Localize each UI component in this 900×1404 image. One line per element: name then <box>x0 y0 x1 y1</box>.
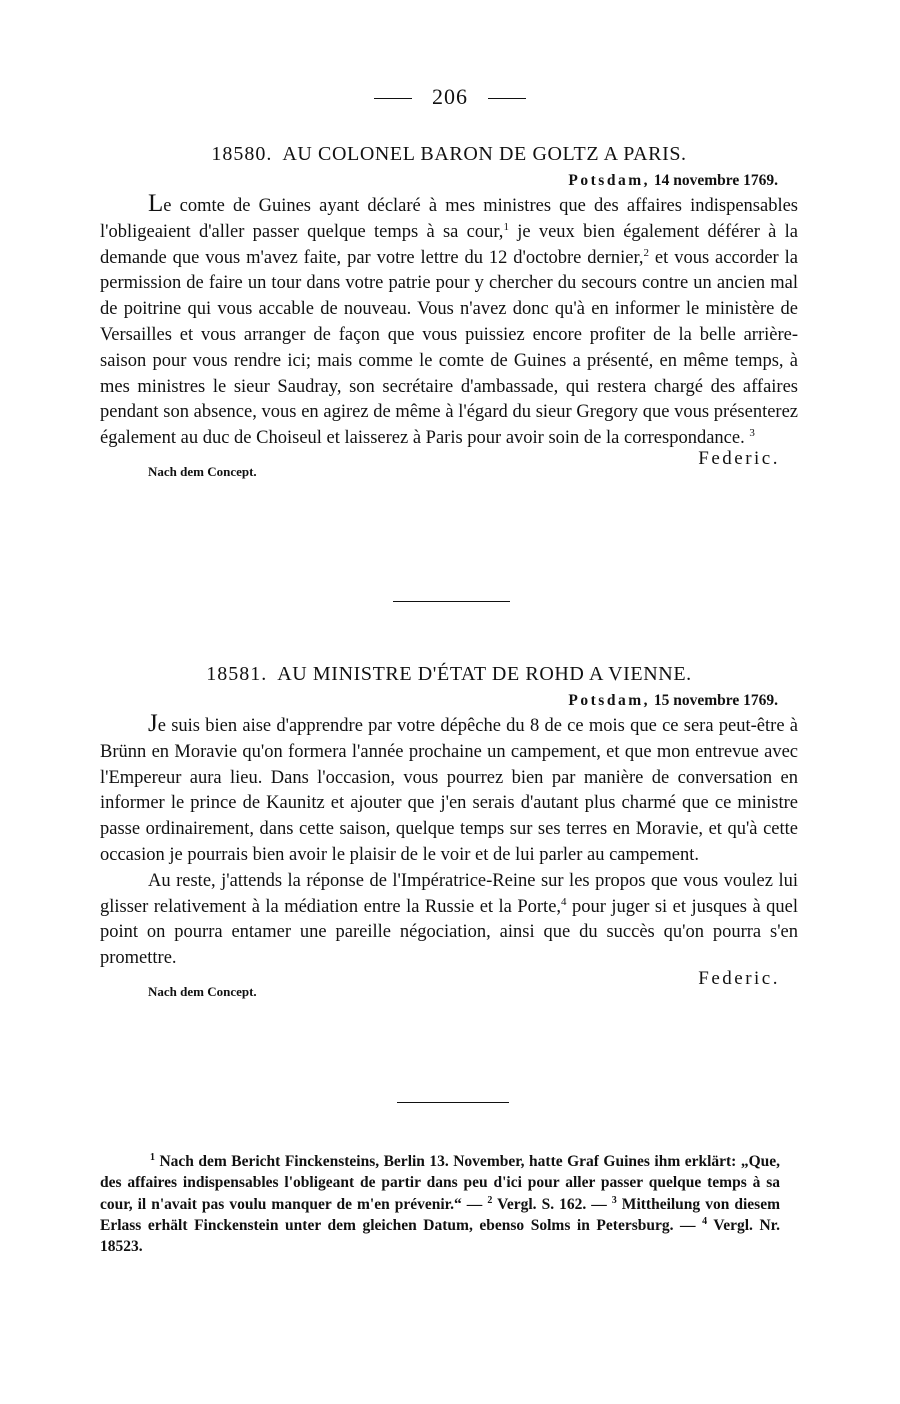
signature: Federic. <box>698 967 780 989</box>
source-note: Nach dem Concept. <box>148 983 257 999</box>
drop-initial: L <box>148 190 164 217</box>
paragraph-text: et vous accorder la permission de faire un tour dans votre patrie pour y chercher du secours contre un ancien mal de poitrine qui vous accable de nouveau. Vous n'avez donc qu'à en informer le ministère de Versailles et vous arranger de façon que vous puissiez encore profiter de la belle arrière-saison pour vous rendre ici; mais comme le comte de Guines a présenté, en même temps, à mes ministres le sieur Saudray, son secrétaire d'ambassade, qui restera chargé des affaires pendant son absence, vous en agirez de même à l'égard du sieur Gregory que vous présenterez également au duc de Choiseul et laisserez à Paris pour avoir soin de la correspondance. <box>100 247 798 449</box>
letter-paragraph <box>100 869 798 972</box>
page-number <box>0 84 900 110</box>
page-number-value: 206 <box>432 84 468 109</box>
letter-dateline <box>100 692 798 710</box>
letter-paragraph <box>100 710 798 869</box>
page-number-dash-left <box>374 98 412 99</box>
footnote-mark: 1 <box>150 1152 155 1163</box>
letter-number: 18580. <box>211 143 273 165</box>
paragraph-text: je veux bien également déférer à la demande que vous m'avez faite, par votre lettre du 12 d'octobre dernier, <box>100 221 798 268</box>
letter-heading <box>100 143 798 166</box>
footnote-mark: 2 <box>487 1194 493 1206</box>
paragraph-text: e suis bien aise d'apprendre par votre dépêche du 8 de ce mois que ce sera peut-être à Brünn en Moravie qu'on formera l'année prochaine un campement, et que mon entrevue avec l'Empereur aura lieu. Dans l'occasion, vous pourrez bien par manière de conversation en informer le prince de Kaunitz et ajouter que j'en serais d'autant plus charmé que ce ministre passe ordinairement, dans cette saison, quelque temps sur ses terres en Moravie, et qu'à cette occasion je pourrais bien avoir le plaisir de le voir et de lui parler au campement. <box>100 716 798 865</box>
letter-date: 15 novembre 1769. <box>653 692 778 709</box>
source-note: Nach dem Concept. <box>148 463 257 479</box>
letter-body <box>100 710 798 972</box>
footnote-mark: 4 <box>702 1215 708 1227</box>
footnote-ref: 1 <box>503 220 509 233</box>
letter-closing <box>100 447 798 482</box>
letter-heading <box>100 663 798 686</box>
footnote-text: Vergl. Nr. 18523. <box>100 1216 780 1256</box>
section-separator <box>397 1102 509 1103</box>
letter-date: 14 novembre 1769. <box>653 172 778 189</box>
letter-number: 18581. <box>206 663 268 685</box>
footnotes <box>100 1151 780 1257</box>
paragraph-text: e comte de Guines ayant déclaré à mes ministres que des affaires indispensables l'obligeaient d'aller passer quelque temps à sa cour, <box>100 196 798 242</box>
paragraph-text: Au reste, j'attends la réponse de l'Impératrice-Reine sur les propos que vous voulez lui glisser relativement à la médiation entre la Russie et la Porte, <box>100 870 798 917</box>
paragraph-text: pour juger si et jusques à quel point on pourra entamer une pareille négociation, ainsi que du succès qu'on pourra s'en promettre. <box>100 896 798 969</box>
section-separator <box>393 601 510 602</box>
footnote-ref: 4 <box>561 895 567 908</box>
letter-paragraph <box>100 190 798 452</box>
signature: Federic. <box>698 447 780 469</box>
footnote-ref: 3 <box>749 427 755 440</box>
footnote-mark: 3 <box>611 1194 617 1206</box>
letter-title: AU COLONEL BARON DE GOLTZ A PARIS. <box>282 143 687 165</box>
letter-dateline <box>100 172 798 190</box>
letter-place: Potsdam, <box>568 692 650 709</box>
letter-18580 <box>100 143 798 482</box>
letter-body <box>100 190 798 452</box>
letter-title: AU MINISTRE D'ÉTAT DE ROHD A VIENNE. <box>277 663 692 685</box>
letter-closing <box>100 967 798 1002</box>
letter-place: Potsdam, <box>568 172 650 189</box>
footnote-text: Vergl. S. 162. — <box>492 1195 612 1213</box>
footnote-ref: 2 <box>643 246 650 259</box>
drop-initial: J <box>148 710 158 737</box>
footnote-text: Nach dem Bericht Finckensteins, Berlin 13. November, hatte Graf Guines ihm erklärt: „Que, des affaires indispensables l'obligeant de partir dans peu d'ici pour aller passer quelque temps à sa cour, il n'avait pas voulu manquer de m'en prévenir.“ — <box>100 1153 780 1213</box>
footnote-text: Mittheilung von diesem Erlass erhält Finckenstein unter dem gleichen Datum, ebenso Solms in Petersburg. — <box>100 1195 780 1234</box>
page-number-dash-right <box>488 98 526 99</box>
letter-18581 <box>100 663 798 1002</box>
